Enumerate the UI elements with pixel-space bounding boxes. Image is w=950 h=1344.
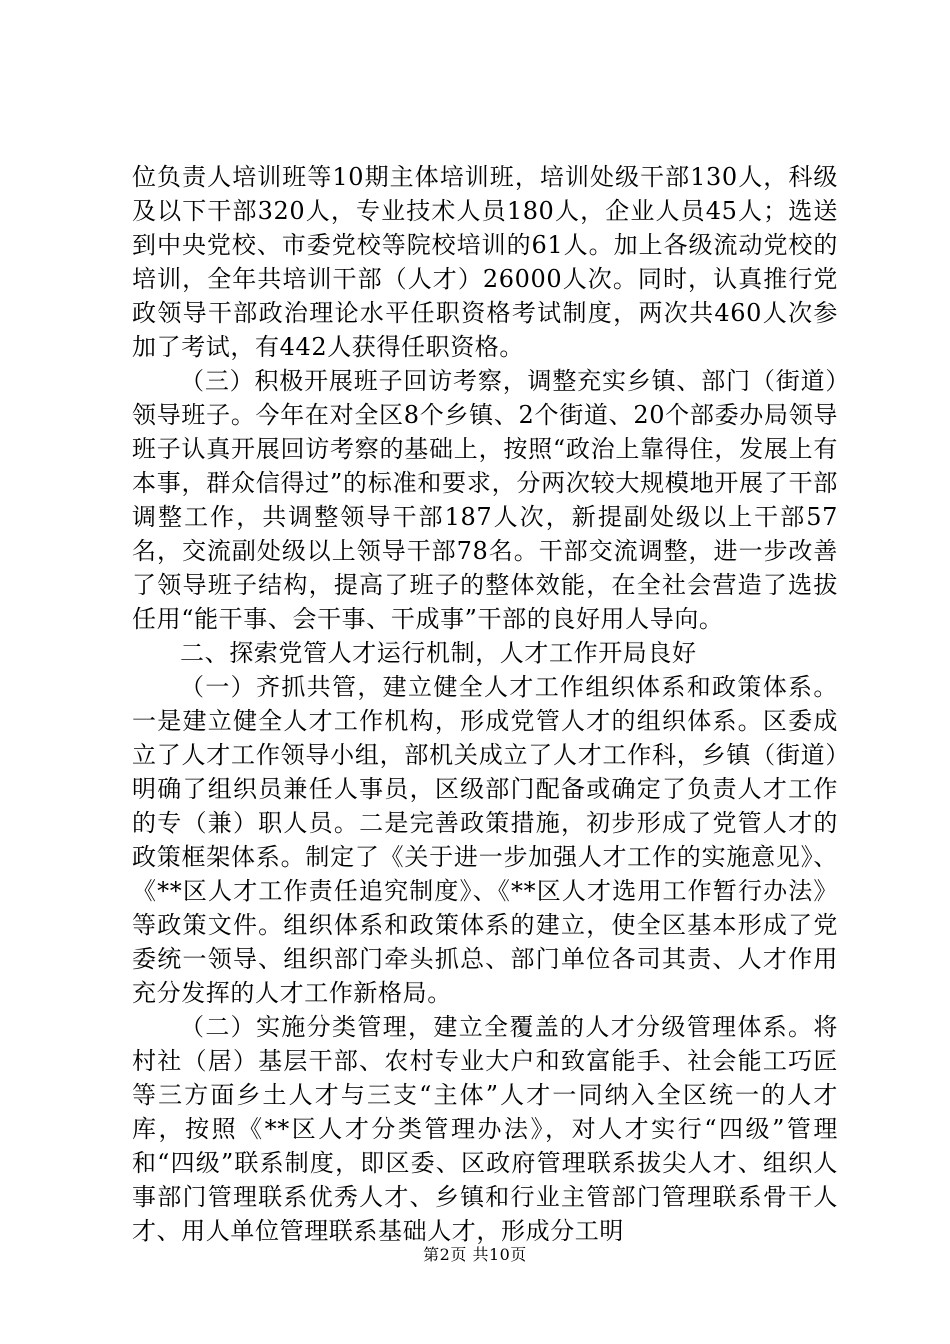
paragraph-subsection-1: （一）齐抓共管，建立健全人才工作组织体系和政策体系。一是建立健全人才工作机构，形成党管人才的组织体系。区委成立了人才工作领导小组，部机关成立了人才工作科，乡镇（街道）明确了组织员兼任人事员，区级部门配备或确定了负责人才工作的专（兼）职人员。二是完善政策措施，初步形成了党管人才的政策框架体系。制定了《关于进一步加强人才工作的实施意见》、《**区人才工作责任追究制度》、《**区人才选用工作暂行办法》等政策文件。组织体系和政策体系的建立，使全区基本形成了党委统一领导、组织部门牵头抓总、部门单位各司其责、人才作用充分发挥的人才工作新格局。: [132, 673, 838, 1007]
document-body: [132, 160, 838, 1248]
paragraph-section-3: （三）积极开展班子回访考察，调整充实乡镇、部门（街道）领导班子。今年在对全区8个乡镇、2个街道、20个部委办局领导班子认真开展回访考察的基础上，按照“政治上靠得住，发展上有本事，群众信得过”的标准和要求，分两次较大规模地开展了干部调整工作，共调整领导干部187人次，新提副处级以上干部57名，交流副处级以上领导干部78名。干部交流调整，进一步改善了领导班子结构，提高了班子的整体效能，在全社会营造了选拔任用“能干事、会干事、干成事”干部的良好用人导向。: [132, 367, 838, 633]
paragraph-continuation: 位负责人培训班等10期主体培训班，培训处级干部130人，科级及以下干部320人，专业技术人员180人，企业人员45人；选送到中央党校、市委党校等院校培训的61人。加上各级流动党校的培训，全年共培训干部（人才）26000人次。同时，认真推行党政领导干部政治理论水平任职资格考试制度，两次共460人次参加了考试，有442人获得任职资格。: [132, 163, 838, 361]
paragraph-subsection-2: （二）实施分类管理，建立全覆盖的人才分级管理体系。将村社（居）基层干部、农村专业大户和致富能手、社会能工巧匠等三方面乡土人才与三支“主体”人才一同纳入全区统一的人才库，按照《**区人才分类管理办法》，对人才实行“四级”管理和“四级”联系制度，即区委、区政府管理联系拔尖人才、组织人事部门管理联系优秀人才、乡镇和行业主管部门管理联系骨干人才、用人单位管理联系基础人才，形成分工明: [132, 1013, 838, 1245]
page-footer: 第2页 共10页: [423, 1245, 527, 1264]
section-heading-2: 二、探索党管人才运行机制，人才工作开局良好: [180, 639, 697, 667]
